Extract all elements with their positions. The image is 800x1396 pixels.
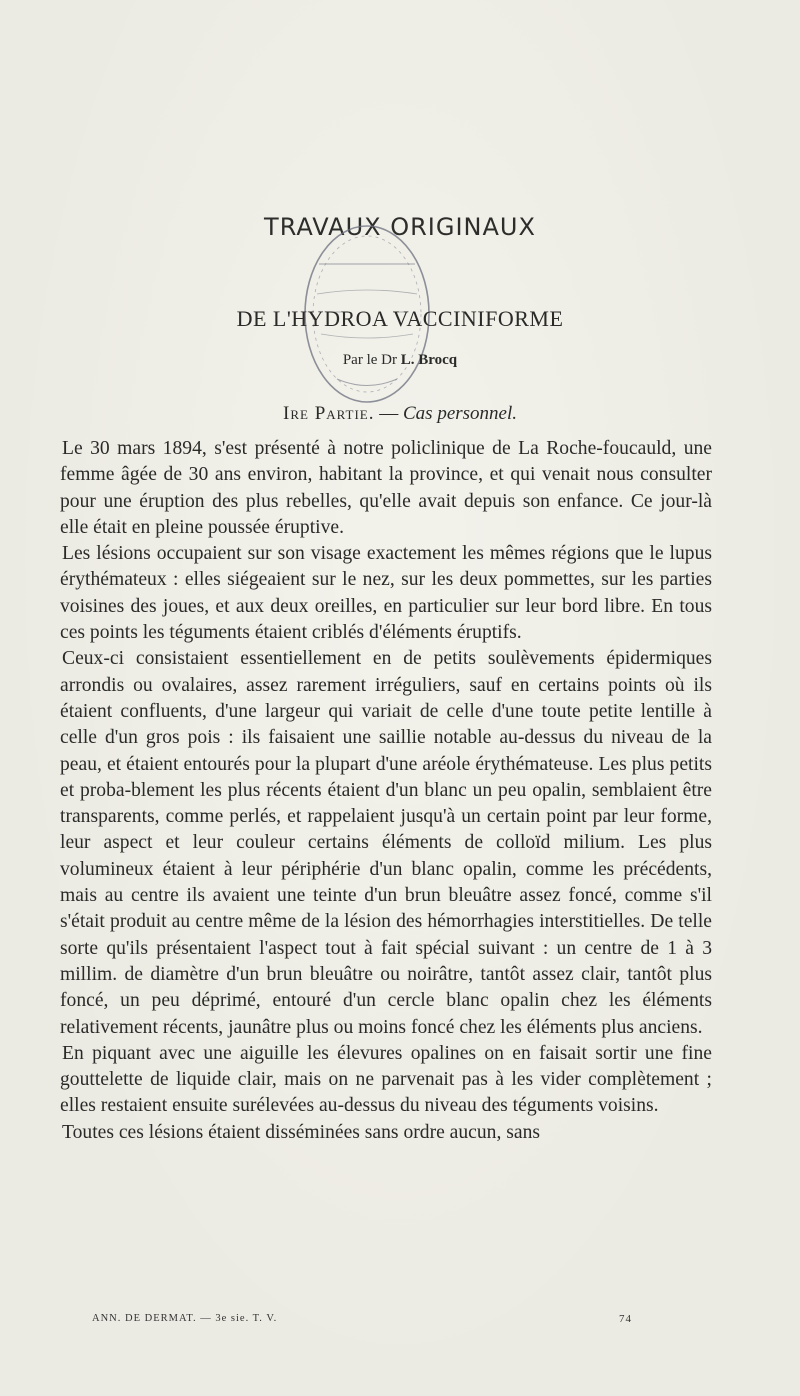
paragraph: Ceux-ci consistaient essentiellement en de petits soulèvements épidermiques arrondis ou ovalaires, assez rarement irréguliers, sauf en certains points où ils étaient confluents, d'une largeur qui variait de celle d'une toute petite lentille à celle d'un gros pois : ils faisaient une saillie notable au-dessus du niveau de la peau, et étaient entourés pour la plupart d'une aréole érythémateuse. Les plus petits et proba-blement les plus récents étaient d'un blanc un peu opalin, semblaient être transparents, comme perlés, et rappelaient jusqu'à un certain point par leur forme, leur aspect et leur couleur certains éléments de colloïd milium. Les plus volumineux étaient à leur périphérie d'un blanc opalin, comme les précédents, mais au centre ils avaient une teinte d'un brun bleuâtre assez foncé, comme s'il s'était produit au centre même de la lésion des hémorrhagies interstitielles. De telle sorte qu'ils présentaient l'aspect tout à fait spécial suivant : un centre de 1 à 3 millim. de diamètre d'un brun bleuâtre ou noirâtre, tantôt assez clair, tantôt plus foncé, un peu déprimé, entouré d'un cercle blanc opalin chez les éléments relativement récents, jaunâtre plus ou moins foncé chez les éléments plus anciens. xyxy=(60,648,712,1038)
paragraph: Toutes ces lésions étaient disséminées sans ordre aucun, sans xyxy=(62,1121,541,1143)
page-number: 74 xyxy=(619,1313,632,1325)
paragraph: Le 30 mars 1894, s'est présenté à notre policlinique de La Roche-foucauld, une femme âgée de 30 ans environ, habitant la province, et qui venait nous consulter pour une éruption des plus rebelles, qu'elle avait depuis son enfance. Ce jour-là elle était en pleine poussée éruptive. xyxy=(60,438,712,538)
part-label: Ire Partie. xyxy=(283,403,375,424)
part-separator: — xyxy=(379,403,399,424)
author-name: L. Brocq xyxy=(400,352,458,368)
paragraph: Les lésions occupaient sur son visage exactement les mêmes régions que le lupus érythémateux : elles siégeaient sur le nez, sur les deux pommettes, sur les parties voisines des joues, et aux deux oreilles, en particulier sur leur bord libre. En tous ces points les téguments étaient criblés d'éléments éruptifs. xyxy=(60,543,712,644)
author-prefix: Par le Dr xyxy=(342,352,397,368)
journal-reference: ANN. DE DERMAT. — 3e sie. T. V. xyxy=(92,1313,278,1324)
paragraph: En piquant avec une aiguille les élevures opalines on en faisait sortir une fine gouttelette de liquide clair, mais on ne parvenait pas à les vider complètement ; elles restaient ensuite surélevées au-dessus du niveau des téguments voisins. xyxy=(60,1042,712,1117)
article-body xyxy=(60,436,712,1146)
part-subtitle: Cas personnel. xyxy=(403,403,517,424)
article-title: DE L'HYDROA VACCINIFORME xyxy=(236,306,564,331)
article-author xyxy=(0,352,800,369)
section-title: TRAVAUX ORIGINAUX xyxy=(264,213,536,241)
part-heading xyxy=(0,403,800,425)
